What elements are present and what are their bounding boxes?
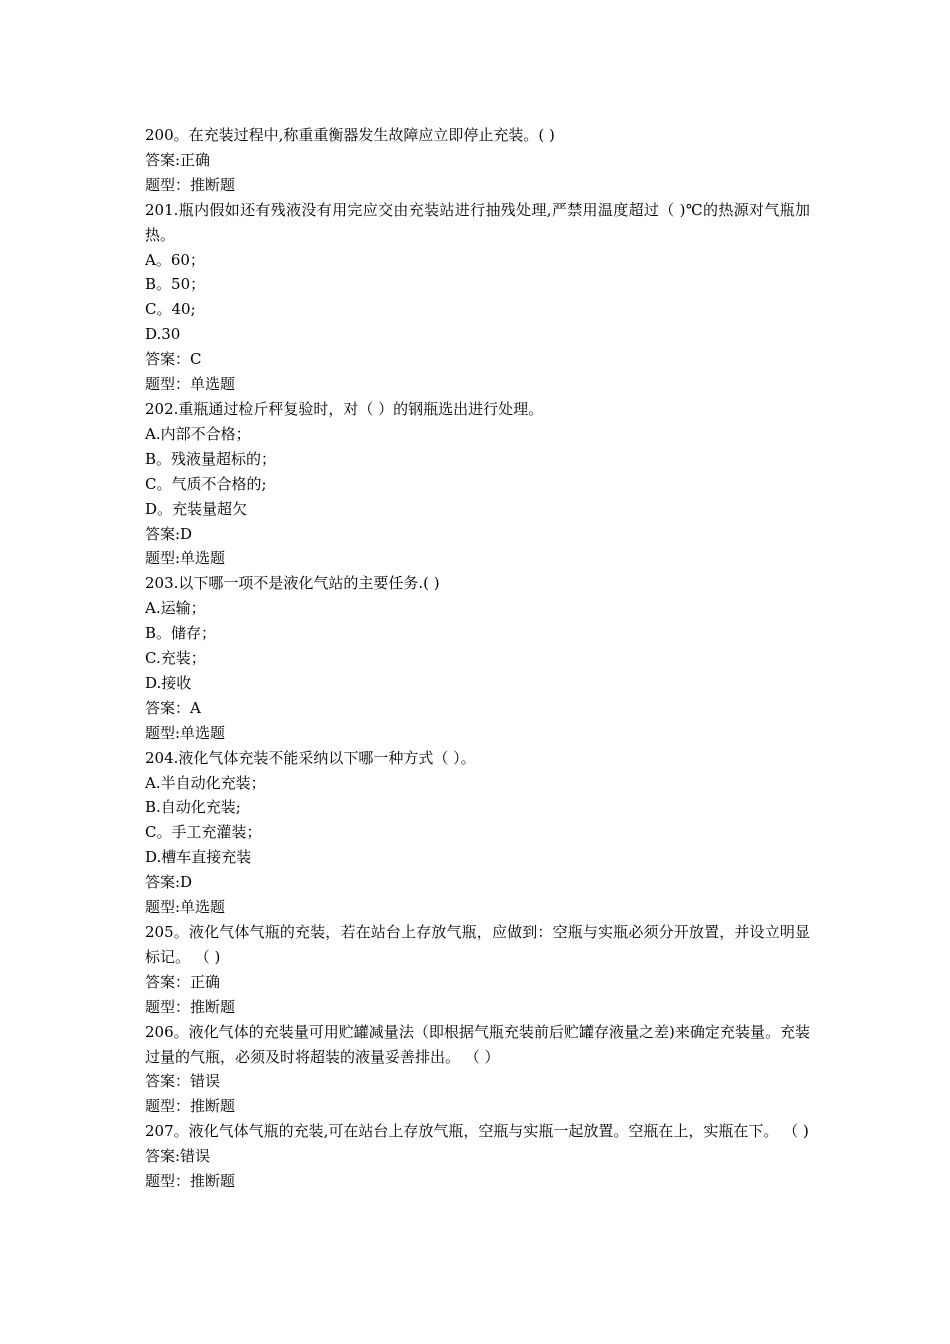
question-205-answer: 答案：正确 bbox=[145, 972, 221, 991]
question-202-stem: 202.重瓶通过检斤秤复验时，对（ ）的钢瓶选出进行处理。 bbox=[145, 399, 544, 418]
question-204-answer: 答案:D bbox=[145, 873, 193, 892]
question-207-type: 题型：推断题 bbox=[145, 1172, 236, 1191]
question-205-stem: 205。液化气体气瓶的充装，若在站台上存放气瓶，应做到：空瓶与实瓶必须分开放置，并设立明显标记。 （ ) bbox=[145, 923, 810, 966]
question-202-answer: 答案:D bbox=[145, 524, 193, 543]
question-202-option-a: A.内部不合格； bbox=[145, 424, 251, 443]
question-203-type: 题型:单选题 bbox=[145, 723, 226, 742]
question-201-stem: 201.瓶内假如还有残液没有用完应交由充装站进行抽残处理,严禁用温度超过（ )℃的热源对气瓶加热。 bbox=[145, 200, 810, 244]
question-203-stem: 203.以下哪一项不是液化气站的主要任务.( ) bbox=[145, 574, 440, 593]
question-201-type: 题型：单选题 bbox=[145, 375, 236, 394]
question-201-option-a: A。60； bbox=[145, 250, 205, 269]
question-200-stem: 200。在充装过程中,称重重衡器发生故障应立即停止充装。( ) bbox=[145, 126, 555, 144]
question-206-stem: 206。液化气体的充装量可用贮罐减量法（即根据气瓶充装前后贮罐存液量之差)来确定充装量。充装过量的气瓶，必须及时将超装的液量妥善排出。 （ ） bbox=[145, 1022, 810, 1066]
question-207-stem: 207。液化气体气瓶的充装,可在站台上存放气瓶，空瓶与实瓶一起放置。空瓶在上，实瓶在下。 （ ) bbox=[145, 1122, 809, 1141]
question-204-option-a: A.半自动化充装； bbox=[145, 773, 266, 792]
question-202-option-d: D。充装量超欠 bbox=[145, 499, 248, 518]
question-203-option-c: C.充装； bbox=[145, 649, 206, 668]
question-202-option-c: C。气质不合格的; bbox=[145, 474, 267, 493]
question-204-stem: 204.液化气体充装不能采纳以下哪一种方式（ ）。 bbox=[145, 748, 476, 767]
question-206-answer: 答案：错误 bbox=[145, 1072, 221, 1091]
question-204-type: 题型:单选题 bbox=[145, 898, 226, 917]
question-201-option-c: C。40; bbox=[145, 300, 196, 319]
question-201-option-d: D.30 bbox=[145, 325, 181, 344]
question-200-type: 题型：推断题 bbox=[145, 175, 236, 194]
question-203-option-b: B。储存； bbox=[145, 624, 217, 643]
question-203-answer: 答案：A bbox=[145, 698, 201, 717]
question-200-answer: 答案:正确 bbox=[145, 150, 211, 169]
question-206-type: 题型：推断题 bbox=[145, 1097, 236, 1116]
question-205-type: 题型：推断题 bbox=[145, 997, 236, 1016]
question-203-option-a: A.运输； bbox=[145, 599, 206, 618]
document-body bbox=[145, 123, 810, 1194]
question-202-type: 题型:单选题 bbox=[145, 549, 226, 568]
question-204-option-d: D.槽车直接充装 bbox=[145, 848, 252, 867]
question-201-answer: 答案：C bbox=[145, 350, 202, 369]
question-204-option-b: B.自动化充装; bbox=[145, 798, 241, 817]
question-207-answer: 答案:错误 bbox=[145, 1147, 211, 1166]
question-201-option-b: B。50； bbox=[145, 275, 206, 294]
question-204-option-c: C。手工充灌装； bbox=[145, 823, 262, 842]
question-202-option-b: B。残液量超标的； bbox=[145, 449, 277, 468]
question-203-option-d: D.接收 bbox=[145, 673, 192, 692]
